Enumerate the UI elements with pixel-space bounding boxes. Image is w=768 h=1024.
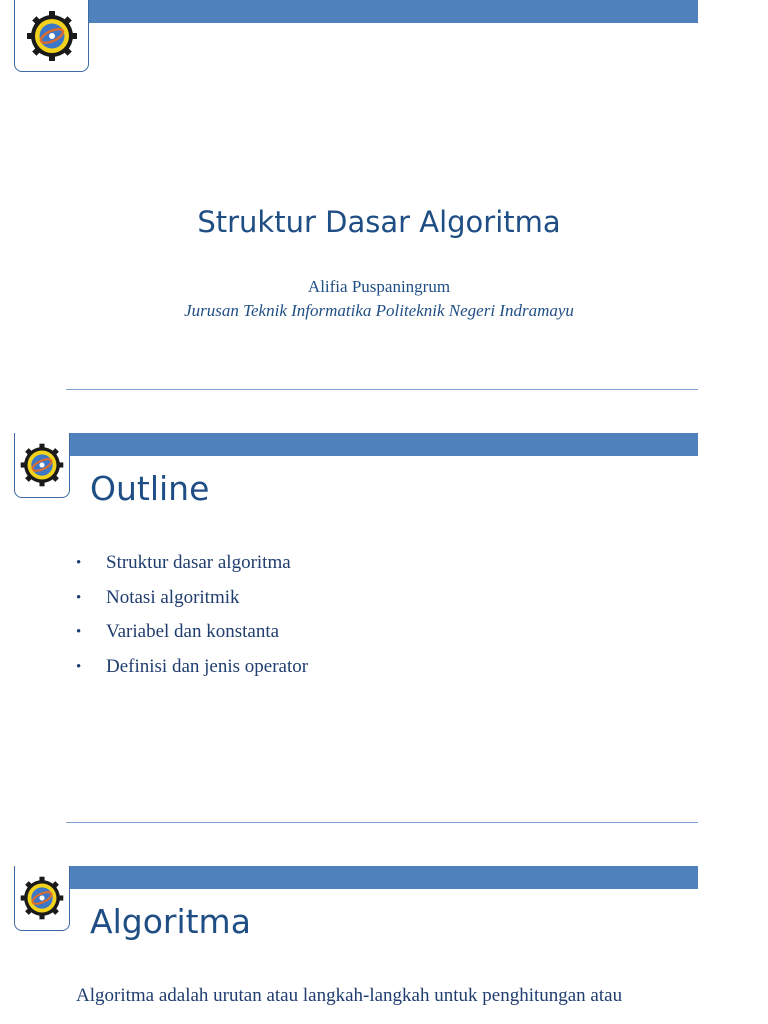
institution-gear-emblem-icon bbox=[19, 875, 65, 921]
logo-frame bbox=[14, 433, 70, 498]
title-slide bbox=[0, 0, 768, 392]
bullet-icon: • bbox=[76, 555, 82, 571]
institution-gear-emblem-icon bbox=[19, 442, 65, 488]
slide-heading: Outline bbox=[90, 469, 210, 508]
list-item: • Struktur dasar algoritma bbox=[76, 552, 291, 573]
algoritma-slide bbox=[0, 866, 768, 1024]
bullet-icon: • bbox=[76, 624, 82, 640]
list-item: • Variabel dan konstanta bbox=[76, 621, 280, 642]
header-bar bbox=[88, 0, 698, 23]
author-name: Alifia Puspaningrum bbox=[307, 277, 451, 296]
definition-paragraph: Algoritma adalah urutan atau langkah-langkah untuk penghitungan atau bbox=[76, 985, 623, 1006]
logo-frame bbox=[14, 866, 70, 931]
slide-heading: Algoritma bbox=[90, 902, 251, 941]
bullet-icon: • bbox=[76, 589, 82, 606]
outline-list bbox=[76, 551, 308, 689]
author-affiliation: Jurusan Teknik Informatika Politeknik Negeri Indramayu bbox=[184, 301, 574, 320]
bullet-icon: • bbox=[76, 658, 82, 675]
logo-frame bbox=[14, 0, 89, 72]
slide-divider bbox=[66, 822, 698, 823]
outline-slide bbox=[0, 433, 768, 825]
header-bar bbox=[70, 433, 698, 456]
slide-divider bbox=[66, 389, 698, 390]
institution-gear-emblem-icon bbox=[25, 9, 79, 63]
presentation-title: Struktur Dasar Algoritma bbox=[197, 205, 561, 239]
list-item: • Definisi dan jenis operator bbox=[76, 655, 309, 677]
list-item: • Notasi algoritmik bbox=[76, 586, 240, 608]
header-bar bbox=[70, 866, 698, 889]
